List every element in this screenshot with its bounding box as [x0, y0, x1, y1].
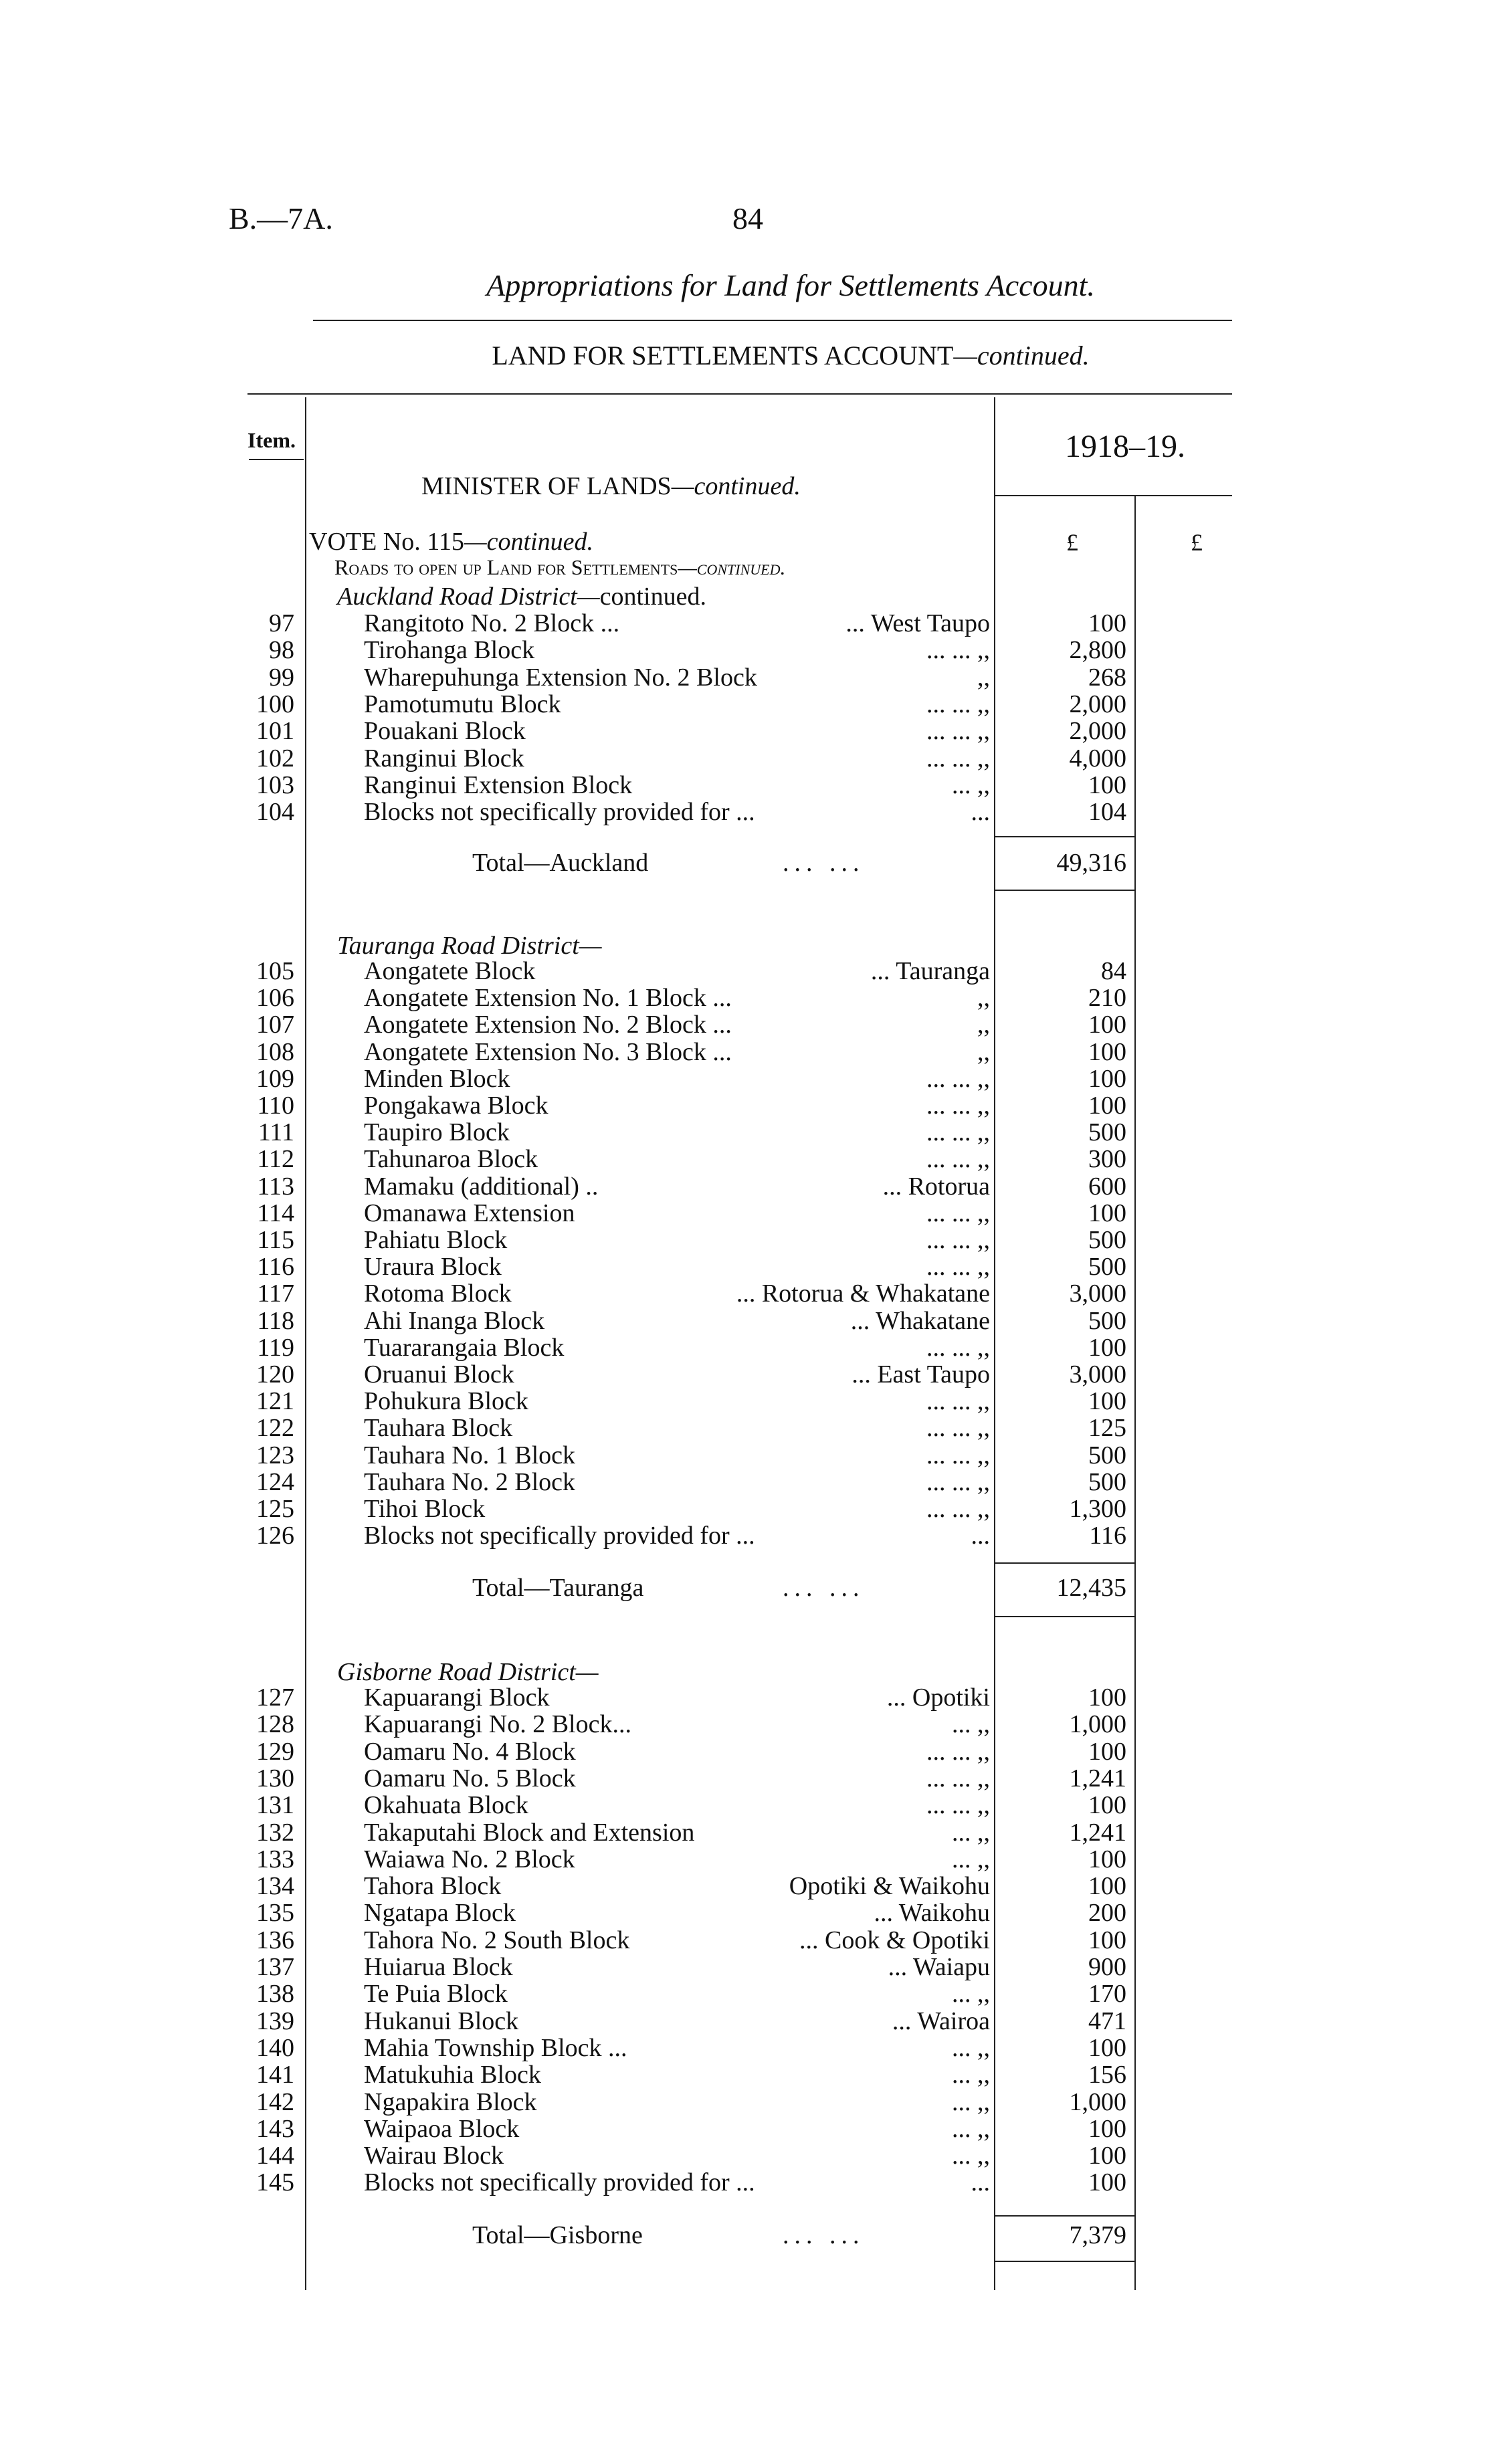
table-row — [0, 1119, 1501, 1146]
vote-heading-suffix: —continued. — [464, 528, 593, 556]
item-number: 128 — [256, 1710, 294, 1739]
table-row — [0, 1280, 1501, 1307]
item-number: 141 — [256, 2061, 294, 2089]
item-number: 126 — [256, 1522, 294, 1550]
amount: 500 — [1088, 1253, 1126, 1281]
table-row — [0, 1011, 1501, 1038]
amount: 100 — [1088, 1845, 1126, 1873]
amount: 116 — [1089, 1522, 1126, 1550]
block-name: Aongatete Extension No. 1 Block ... — [364, 984, 732, 1013]
item-number: 125 — [256, 1495, 294, 1523]
block-name: Rangitoto No. 2 Block ... — [364, 609, 620, 637]
auckland-total-rule-top — [995, 836, 1134, 837]
table-row — [0, 1308, 1501, 1334]
block-name: Tirohanga Block — [364, 636, 535, 665]
table-row — [0, 2169, 1501, 2196]
table-row — [0, 1200, 1501, 1227]
block-name: Kapuarangi No. 2 Block... — [364, 1710, 631, 1739]
block-name: Ngatapa Block — [364, 1899, 516, 1928]
table-row — [0, 1253, 1501, 1280]
district-location: ... West Taupo — [845, 609, 990, 637]
item-header-rule — [249, 459, 304, 460]
district-location: ... ... ,, — [926, 1226, 990, 1254]
block-name: Blocks not specifically provided for ... — [364, 1522, 755, 1550]
table-row — [0, 1469, 1501, 1496]
block-name: Uraura Block — [364, 1253, 502, 1281]
minister-heading — [421, 472, 801, 501]
item-number: 97 — [269, 609, 294, 637]
table-row — [0, 1765, 1501, 1792]
item-number: 109 — [256, 1064, 294, 1093]
vote-heading — [309, 527, 593, 556]
item-number: 121 — [256, 1387, 294, 1416]
district-location: ... ... ,, — [926, 1764, 990, 1792]
tauranga-total-amount: 12,435 — [1056, 1574, 1126, 1602]
block-name: Ahi Inanga Block — [364, 1306, 545, 1335]
block-name: Wharepuhunga Extension No. 2 Block — [364, 663, 757, 692]
item-number: 122 — [256, 1414, 294, 1443]
item-number: 101 — [256, 717, 294, 746]
amount: 1,241 — [1069, 1818, 1126, 1847]
item-number: 108 — [256, 1037, 294, 1066]
table-row — [0, 1927, 1501, 1954]
district-location: ... ... ,, — [926, 1791, 990, 1820]
table-row — [0, 1819, 1501, 1846]
block-name: Taupiro Block — [364, 1118, 510, 1147]
amount: 3,000 — [1069, 1360, 1126, 1389]
roads-heading-suffix: —continued. — [678, 555, 786, 579]
minister-heading-suffix: —continued. — [671, 472, 801, 500]
amount: 100 — [1088, 1926, 1126, 1954]
table-row — [0, 1146, 1501, 1172]
item-number: 104 — [256, 798, 294, 827]
block-name: Tahora Block — [364, 1872, 502, 1901]
table-row — [0, 2008, 1501, 2035]
roads-heading-text: Roads to open up Land for Settlements — [334, 555, 678, 579]
district-location: ,, — [977, 1037, 990, 1066]
amount: 100 — [1088, 2142, 1126, 2170]
district-location: ,, — [977, 663, 990, 692]
block-name: Aongatete Extension No. 3 Block ... — [364, 1037, 732, 1066]
item-number: 117 — [257, 1279, 294, 1308]
item-number: 145 — [256, 2168, 294, 2197]
document-code: B.—7A. — [229, 201, 333, 235]
item-number: 107 — [256, 1011, 294, 1039]
block-name: Minden Block — [364, 1064, 510, 1093]
amount: 100 — [1088, 1683, 1126, 1712]
item-number: 138 — [256, 1980, 294, 2009]
block-name: Tahunaroa Block — [364, 1145, 538, 1174]
block-name: Waiawa No. 2 Block — [364, 1845, 575, 1873]
amount: 2,000 — [1069, 690, 1126, 718]
district-location: ... ,, — [952, 1845, 990, 1873]
amount: 1,300 — [1069, 1495, 1126, 1523]
table-row — [0, 610, 1501, 637]
item-number: 119 — [257, 1333, 294, 1362]
amount: 268 — [1088, 663, 1126, 692]
block-name: Mamaku (additional) .. — [364, 1172, 599, 1201]
table-row — [0, 1496, 1501, 1522]
auckland-total-dots: ... ... — [783, 849, 865, 877]
item-number: 132 — [256, 1818, 294, 1847]
auckland-heading-text: Auckland Road District— — [337, 583, 600, 611]
year-header-rule — [995, 495, 1232, 496]
table-row — [0, 691, 1501, 718]
block-name: Pohukura Block — [364, 1387, 528, 1416]
block-name: Tahora No. 2 South Block — [364, 1926, 630, 1954]
amount: 170 — [1088, 1980, 1126, 2009]
district-location: ... ... ,, — [926, 1737, 990, 1766]
table-row — [0, 1227, 1501, 1253]
amount: 500 — [1088, 1118, 1126, 1147]
pound-sign-1: £ — [1066, 529, 1078, 556]
table-row — [0, 1415, 1501, 1441]
table-row — [0, 2035, 1501, 2061]
item-number: 106 — [256, 984, 294, 1013]
table-row — [0, 2089, 1501, 2116]
table-row — [0, 1792, 1501, 1819]
page-number: 84 — [732, 201, 763, 235]
item-number: 112 — [257, 1145, 294, 1174]
tauranga-total-rule-bottom — [995, 1616, 1134, 1617]
district-location: ... Rotorua & Whakatane — [736, 1279, 990, 1308]
item-number: 111 — [258, 1118, 294, 1147]
district-location: ,, — [977, 984, 990, 1013]
block-name: Omanawa Extension — [364, 1199, 575, 1227]
district-location: ... ... ,, — [926, 744, 990, 773]
item-number: 98 — [269, 636, 294, 665]
amount: 500 — [1088, 1441, 1126, 1469]
amount: 3,000 — [1069, 1279, 1126, 1308]
amount: 2,000 — [1069, 717, 1126, 746]
item-number: 120 — [256, 1360, 294, 1389]
district-location: ,, — [977, 1011, 990, 1039]
item-number: 130 — [256, 1764, 294, 1792]
district-location: ... Waikohu — [874, 1899, 990, 1928]
gisborne-district-heading: Gisborne Road District— — [337, 1658, 599, 1686]
table-row — [0, 958, 1501, 985]
item-number: 135 — [256, 1899, 294, 1928]
block-name: Te Puia Block — [364, 1980, 508, 2009]
district-location: ... ... ,, — [926, 1333, 990, 1362]
district-location: ... ,, — [952, 2033, 990, 2062]
minister-heading-text: MINISTER OF LANDS — [421, 472, 672, 500]
tauranga-total-dots: ... ... — [783, 1574, 865, 1602]
item-number: 139 — [256, 2007, 294, 2035]
item-number: 105 — [256, 957, 294, 985]
block-name: Tihoi Block — [364, 1495, 486, 1523]
district-location: ... ... ,, — [926, 1253, 990, 1281]
tauranga-total-label: Total—Tauranga — [472, 1574, 644, 1602]
district-location: ... Cook & Opotiki — [799, 1926, 990, 1954]
district-location: Opotiki & Waikohu — [789, 1872, 990, 1901]
gisborne-total-label: Total—Gisborne — [472, 2221, 643, 2249]
block-name: Oamaru No. 4 Block — [364, 1737, 576, 1766]
amount: 100 — [1088, 1092, 1126, 1120]
amount: 156 — [1088, 2061, 1126, 2089]
district-location: ... ... ,, — [926, 690, 990, 718]
table-row — [0, 772, 1501, 799]
block-name: Blocks not specifically provided for ... — [364, 798, 755, 827]
table-row — [0, 1873, 1501, 1900]
block-name: Tauhara Block — [364, 1414, 513, 1443]
table-row — [0, 1522, 1501, 1549]
amount: 104 — [1088, 798, 1126, 827]
amount: 100 — [1088, 1199, 1126, 1227]
item-number: 100 — [256, 690, 294, 718]
item-number: 134 — [256, 1872, 294, 1901]
district-location: ... Opotiki — [886, 1683, 990, 1712]
table-row — [0, 1954, 1501, 1980]
amount: 100 — [1088, 2114, 1126, 2143]
amount: 100 — [1088, 2033, 1126, 2062]
table-top-rule — [247, 393, 1232, 395]
roads-heading — [334, 555, 785, 580]
table-row — [0, 1065, 1501, 1092]
block-name: Tauhara No. 2 Block — [364, 1467, 576, 1496]
amount: 100 — [1088, 1791, 1126, 1820]
amount: 600 — [1088, 1172, 1126, 1201]
item-number: 129 — [256, 1737, 294, 1766]
amount: 125 — [1088, 1414, 1126, 1443]
block-name: Wairau Block — [364, 2142, 504, 2170]
gisborne-total-amount: 7,379 — [1069, 2221, 1126, 2249]
block-name: Takaputahi Block and Extension — [364, 1818, 695, 1847]
district-location: ... ,, — [952, 2114, 990, 2143]
item-number: 136 — [256, 1926, 294, 1954]
auckland-total-label: Total—Auckland — [472, 849, 649, 877]
gisborne-total-rule-bottom — [995, 2261, 1134, 2262]
table-row — [0, 799, 1501, 825]
district-location: ... Waiapu — [888, 1953, 990, 1981]
tauranga-district-heading: Tauranga Road District— — [337, 932, 602, 960]
district-location: ... — [971, 798, 990, 827]
auckland-district-heading — [337, 582, 706, 611]
item-number: 133 — [256, 1845, 294, 1873]
district-location: ... ,, — [952, 1710, 990, 1739]
amount: 1,000 — [1069, 1710, 1126, 1739]
district-location: ... ... ,, — [926, 1495, 990, 1523]
block-name: Ngapakira Block — [364, 2087, 537, 2116]
table-row — [0, 1684, 1501, 1711]
block-name: Aongatete Extension No. 2 Block ... — [364, 1011, 732, 1039]
block-name: Rotoma Block — [364, 1279, 512, 1308]
vote-heading-text: VOTE No. 115 — [309, 528, 464, 556]
amount: 100 — [1088, 1387, 1126, 1416]
district-location: ... ,, — [952, 771, 990, 799]
item-number: 144 — [256, 2142, 294, 2170]
district-location: ... — [971, 2168, 990, 2197]
auckland-total-amount: 49,316 — [1056, 849, 1126, 877]
block-name: Tuararangaia Block — [364, 1333, 565, 1362]
block-name: Hukanui Block — [364, 2007, 519, 2035]
district-location: ... East Taupo — [852, 1360, 990, 1389]
page-title: Appropriations for Land for Settlements Account. — [486, 268, 1095, 302]
block-name: Matukuhia Block — [364, 2061, 541, 2089]
table-row — [0, 1092, 1501, 1119]
item-number: 99 — [269, 663, 294, 692]
district-location: ... ... ,, — [926, 636, 990, 665]
table-row — [0, 2142, 1501, 2169]
table-row — [0, 1361, 1501, 1388]
table-row — [0, 1442, 1501, 1469]
table-row — [0, 718, 1501, 744]
table-row — [0, 1039, 1501, 1065]
district-location: ... ,, — [952, 1818, 990, 1847]
district-location: ... Wairoa — [892, 2007, 990, 2035]
block-name: Aongatete Block — [364, 957, 536, 985]
district-location: ... Rotorua — [882, 1172, 990, 1201]
table-row — [0, 1900, 1501, 1926]
amount: 1,000 — [1069, 2087, 1126, 2116]
amount: 100 — [1088, 1333, 1126, 1362]
amount: 200 — [1088, 1899, 1126, 1928]
district-location: ... ... ,, — [926, 1199, 990, 1227]
district-location: ... ... ,, — [926, 1441, 990, 1469]
amount: 84 — [1101, 957, 1126, 985]
amount: 100 — [1088, 1872, 1126, 1901]
district-location: ... ... ,, — [926, 1145, 990, 1174]
block-name: Tauhara No. 1 Block — [364, 1441, 576, 1469]
item-number: 114 — [257, 1199, 294, 1227]
amount: 471 — [1088, 2007, 1126, 2035]
amount: 100 — [1088, 1737, 1126, 1766]
table-row — [0, 1738, 1501, 1765]
district-location: ... ,, — [952, 2087, 990, 2116]
account-title — [0, 340, 1501, 371]
district-location: ... ... ,, — [926, 1414, 990, 1443]
table-row — [0, 1334, 1501, 1361]
item-number: 102 — [256, 744, 294, 773]
table-row — [0, 1388, 1501, 1415]
amount: 4,000 — [1069, 744, 1126, 773]
table-row — [0, 1173, 1501, 1200]
item-number: 123 — [256, 1441, 294, 1469]
item-number: 127 — [256, 1683, 294, 1712]
block-name: Oamaru No. 5 Block — [364, 1764, 576, 1792]
block-name: Blocks not specifically provided for ... — [364, 2168, 755, 2197]
block-name: Pamotumutu Block — [364, 690, 561, 718]
district-location: ... ... ,, — [926, 717, 990, 746]
table-row — [0, 745, 1501, 772]
block-name: Waipaoa Block — [364, 2114, 520, 2143]
amount: 500 — [1088, 1226, 1126, 1254]
item-number: 116 — [257, 1253, 294, 1281]
item-number: 103 — [256, 771, 294, 799]
district-location: ... ,, — [952, 2142, 990, 2170]
block-name: Kapuarangi Block — [364, 1683, 550, 1712]
amount: 100 — [1088, 1011, 1126, 1039]
auckland-total-rule-bottom — [995, 890, 1134, 891]
gisborne-total-rule-top — [995, 2215, 1134, 2217]
item-number: 115 — [257, 1226, 294, 1254]
item-number: 131 — [256, 1791, 294, 1820]
block-name: Pongakawa Block — [364, 1092, 548, 1120]
block-name: Ranginui Block — [364, 744, 524, 773]
district-location: ... ... ,, — [926, 1064, 990, 1093]
amount: 900 — [1088, 1953, 1126, 1981]
amount: 100 — [1088, 2168, 1126, 2197]
district-location: ... Whakatane — [850, 1306, 990, 1335]
amount: 100 — [1088, 609, 1126, 637]
amount: 210 — [1088, 984, 1126, 1013]
block-name: Ranginui Extension Block — [364, 771, 633, 799]
block-name: Huiarua Block — [364, 1953, 513, 1981]
block-name: Okahuata Block — [364, 1791, 528, 1820]
amount: 500 — [1088, 1467, 1126, 1496]
pound-sign-2: £ — [1191, 529, 1203, 556]
item-number: 140 — [256, 2033, 294, 2062]
amount: 2,800 — [1069, 636, 1126, 665]
year-column-header: 1918–19. — [1065, 429, 1185, 464]
title-rule — [313, 320, 1232, 321]
table-row — [0, 2116, 1501, 2142]
table-row — [0, 1711, 1501, 1738]
table-row — [0, 664, 1501, 691]
item-number: 137 — [256, 1953, 294, 1981]
item-number: 118 — [257, 1306, 294, 1335]
table-row — [0, 637, 1501, 663]
item-number: 124 — [256, 1467, 294, 1496]
block-name: Mahia Township Block ... — [364, 2033, 627, 2062]
block-name: Oruanui Block — [364, 1360, 514, 1389]
item-number: 142 — [256, 2087, 294, 2116]
table-row — [0, 1980, 1501, 2007]
amount: 1,241 — [1069, 1764, 1126, 1792]
item-number: 143 — [256, 2114, 294, 2143]
amount: 100 — [1088, 1037, 1126, 1066]
district-location: ... ... ,, — [926, 1118, 990, 1147]
district-location: ... Tauranga — [870, 957, 990, 985]
block-name: Pahiatu Block — [364, 1226, 508, 1254]
item-column-header: Item. — [247, 428, 296, 452]
district-location: ... ... ,, — [926, 1387, 990, 1416]
amount: 100 — [1088, 1064, 1126, 1093]
account-title-text: LAND FOR SETTLEMENTS ACCOUNT — [492, 340, 954, 371]
amount: 100 — [1088, 771, 1126, 799]
gisborne-total-dots: ... ... — [783, 2221, 865, 2249]
amount: 500 — [1088, 1306, 1126, 1335]
tauranga-total-rule-top — [995, 1562, 1134, 1564]
amount: 300 — [1088, 1145, 1126, 1174]
district-location: ... ,, — [952, 1980, 990, 2009]
block-name: Pouakani Block — [364, 717, 526, 746]
district-location: ... ,, — [952, 2061, 990, 2089]
auckland-heading-suffix: continued. — [599, 583, 706, 611]
item-number: 110 — [257, 1092, 294, 1120]
item-number: 113 — [257, 1172, 294, 1201]
table-row — [0, 2061, 1501, 2088]
district-location: ... — [971, 1522, 990, 1550]
account-title-suffix: —continued. — [953, 340, 1090, 371]
table-row — [0, 985, 1501, 1011]
district-location: ... ... ,, — [926, 1092, 990, 1120]
district-location: ... ... ,, — [926, 1467, 990, 1496]
table-row — [0, 1846, 1501, 1873]
